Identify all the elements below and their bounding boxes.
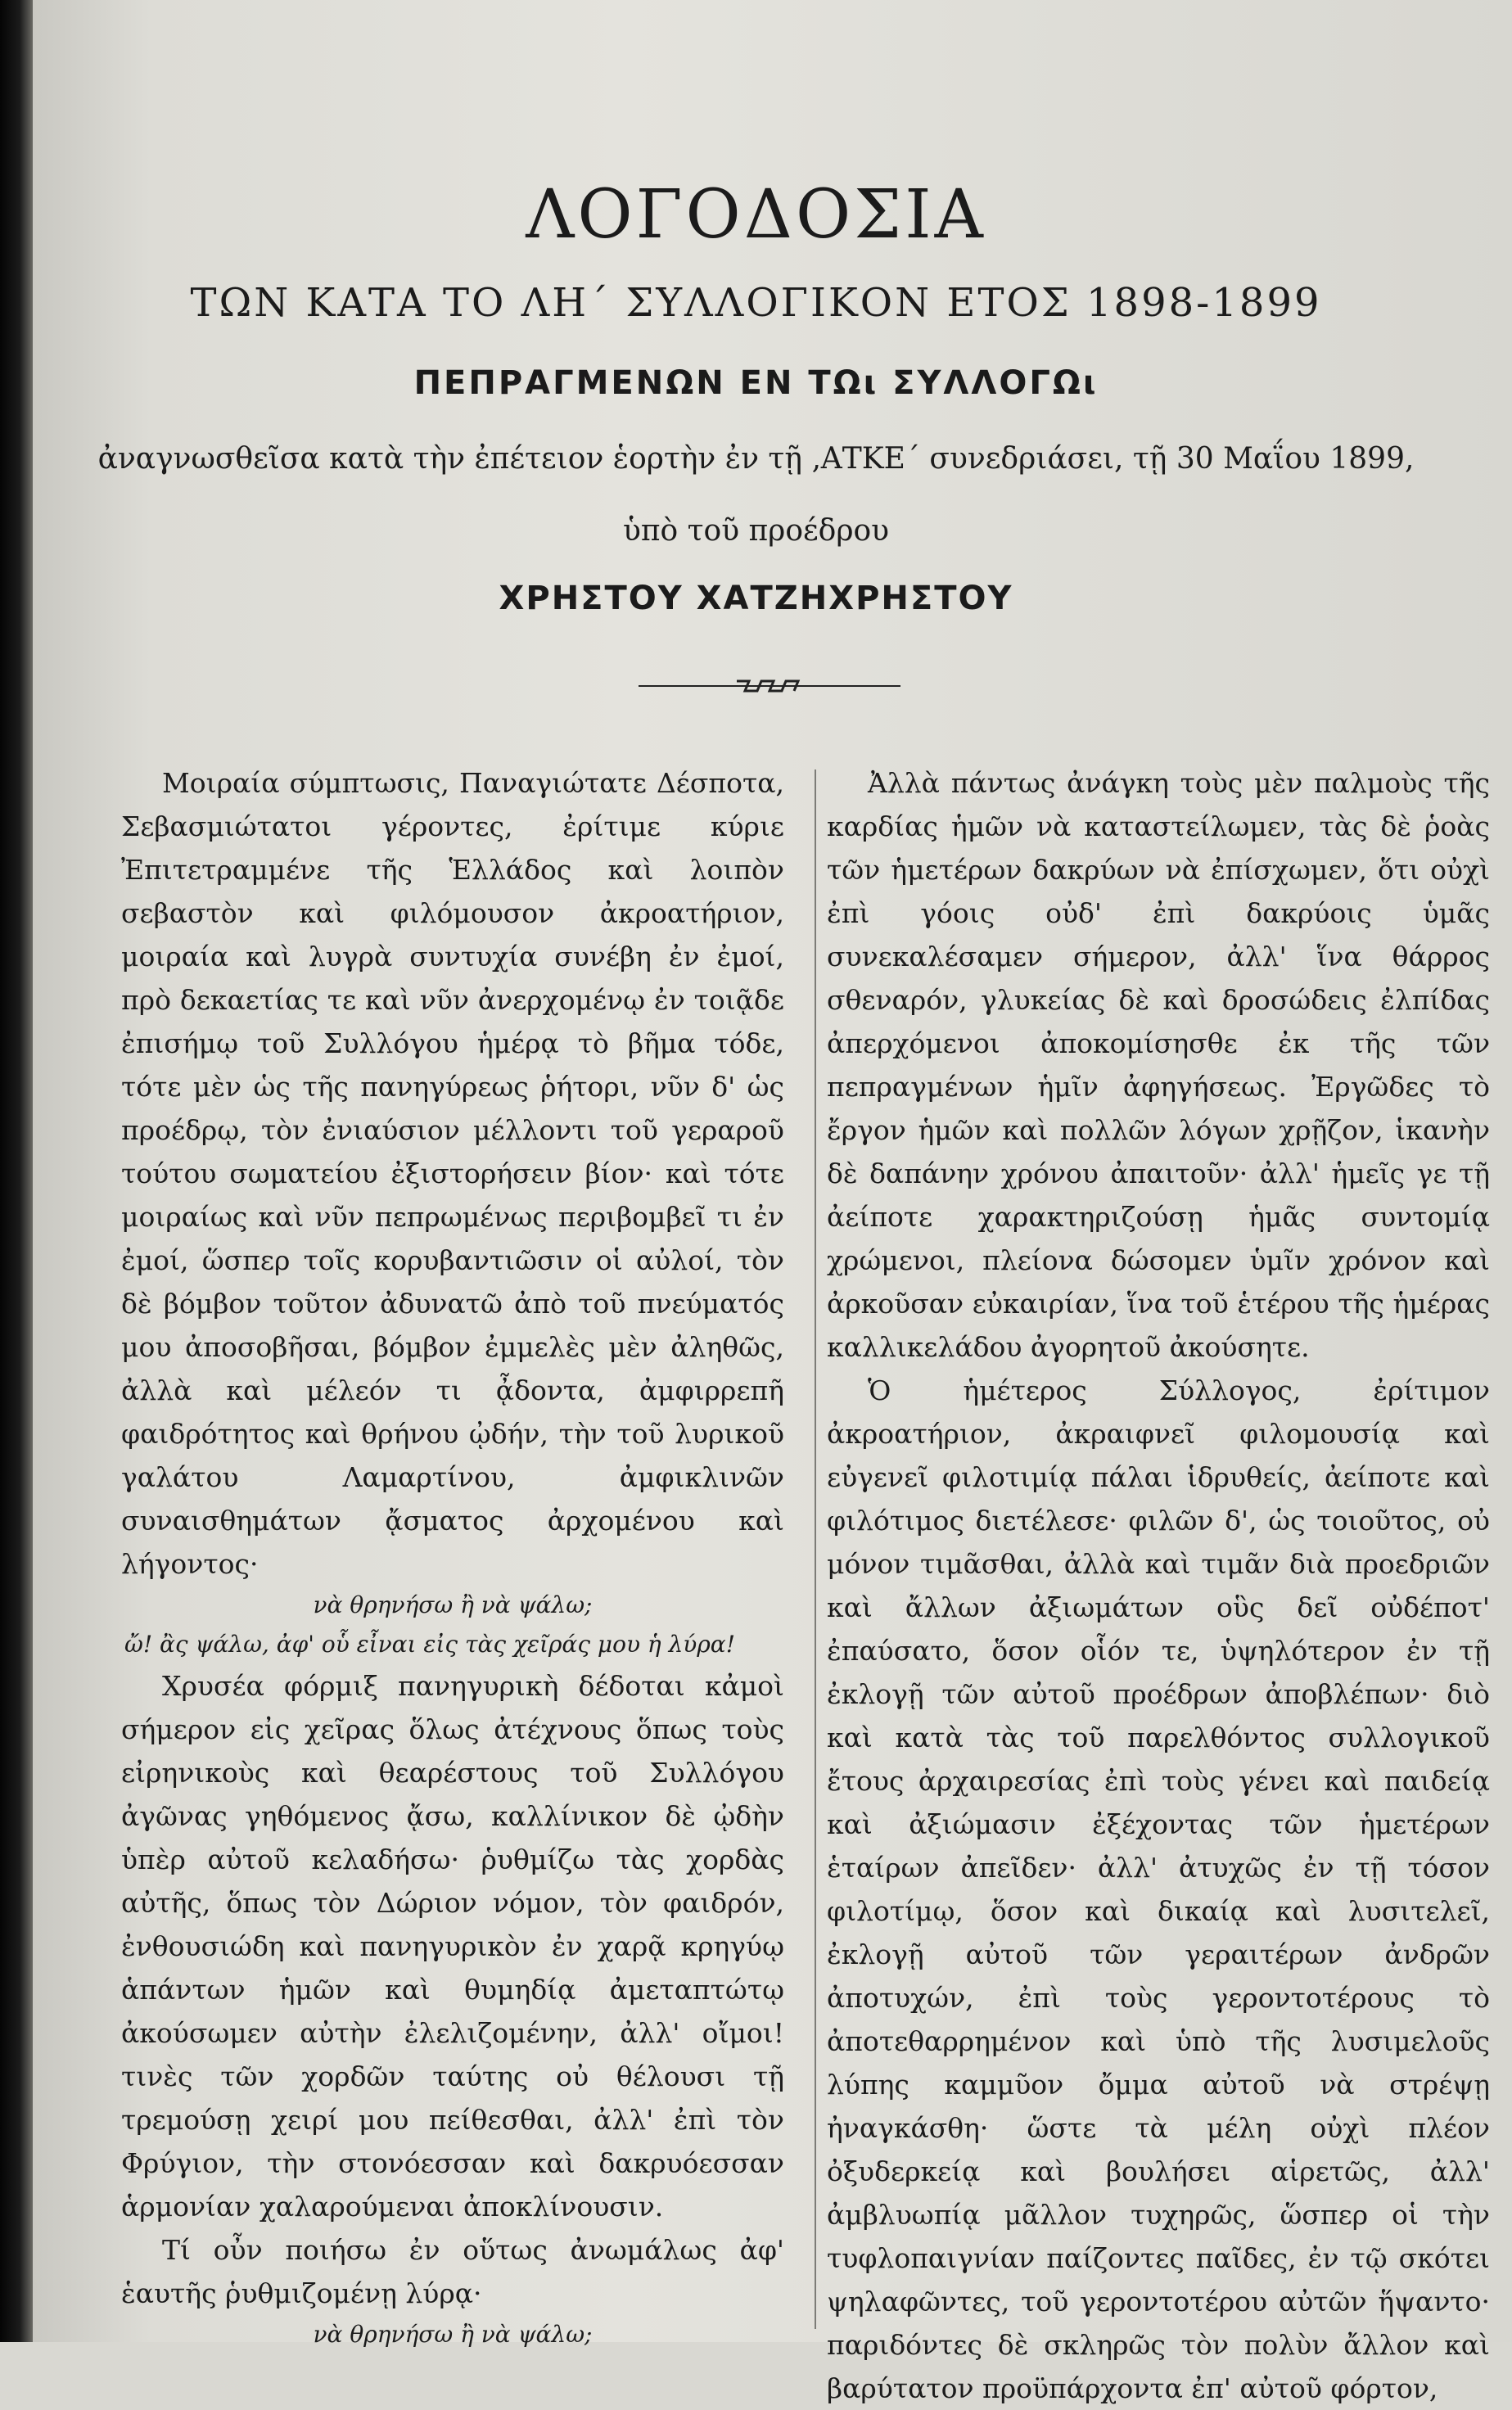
reading-occasion-line: ἀναγνωσθεῖσα κατὰ τὴν ἐπέτειον ἑορτὴν ἐν τῇ ‚ΑΤΚΕ΄ συνεδριάσει, τῇ 30 Μαΐου 1899, — [97, 442, 1415, 476]
paragraph: Ἀλλὰ πάντως ἀνάγκη τοὺς μὲν παλμοὺς τῆς καρδίας ἡμῶν νὰ καταστείλωμεν, τὰς δὲ ῥοὰς τῶν ἡμετέρων δακρύων νὰ ἐπίσχωμεν, ὅτι οὐχὶ ἐπὶ γόοις οὐδ' ἐπὶ δακρύοις ὑμᾶς συνεκαλέσαμεν σήμερον, ἀλλ' ἵνα θάρρος σθεναρόν, γλυκείας δὲ καὶ δροσώδεις ἐλπίδας ἀπερχόμενοι ἀποκομίσησθε ἐκ τῆς τῶν πεπραγμένων ἡμῖν ἀφηγήσεως. Ἐργῶδες τὸ ἔργον ἡμῶν καὶ πολλῶν λόγων χρῇζον, ἱκανὴν δὲ δαπάνην χρόνου ἀπαιτοῦν· ἀλλ' ἡμεῖς γε τῇ ἀείποτε χαρακτηριζούσῃ ἡμᾶς συντομίᾳ χρώμενοι, πλείονα δώσομεν ὑμῖν χρόνον καὶ ἀρκοῦσαν εὐκαιρίαν, ἵνα τοῦ ἑτέρου τῆς ἡμέρας καλλικελάδου ἀγορητοῦ ἀκούσητε. — [827, 767, 1490, 1363]
left-column — [121, 761, 784, 2354]
ornament-divider — [639, 673, 900, 697]
document-subtitle: ΤΩΝ ΚΑΤΑ ΤΟ ΛΗ΄ ΣΥΛΛΟΓΙΚΟΝ ΕΤΟΣ 1898-1899 — [190, 280, 1322, 326]
document-subtitle-secondary: ΠΕΠΡΑΓΜΕΝΩΝ ΕΝ ΤΩι ΣΥΛΛΟΓΩι — [413, 364, 1099, 402]
paragraph: Τί οὖν ποιήσω ἐν οὕτως ἀνωμάλως ἀφ' ἑαυτῆς ῥυθμιζομένῃ λύρᾳ· — [121, 2234, 784, 2309]
author-name: ΧΡΗΣΤΟΥ ΧΑΤΖΗΧΡΗΣΤΟΥ — [499, 580, 1013, 617]
by-line: ὑπὸ τοῦ προέδρου — [622, 514, 890, 548]
right-column — [827, 761, 1490, 2410]
document-title: ΛΟΓΟΔΟΣΙΑ — [526, 176, 986, 254]
paragraph: Χρυσέα φόρμιξ πανηγυρικὴ δέδοται κἀμοὶ σήμερον εἰς χεῖρας ὅλως ἀτέχνους ὅπως τοὺς εἰρηνικοὺς καὶ θεαρέστους τοῦ Συλλόγου ἀγῶνας γηθόμενος ᾄσω, καλλίνικον δὲ ᾠδὴν ὑπὲρ αὐτοῦ κελαδήσω· ῥυθμίζω τὰς χορδὰς αὐτῆς, ὅπως τὸν Δώριον νόμον, τὸν φαιδρόν, ἐνθουσιώδη καὶ πανηγυρικὸν ἐν χαρᾷ κρηγύῳ ἁπάντων ἡμῶν καὶ θυμηδίᾳ ἀμεταπτώτῳ ἀκούσωμεν αὐτὴν ἐλελιζομένην, ἀλλ' οἴμοι! τινὲς τῶν χορδῶν ταύτης οὐ θέλουσι τῇ τρεμούσῃ χειρί μου πείθεσθαι, ἀλλ' ἐπὶ τὸν Φρύγιον, τὴν στονόεσσαν καὶ δακρυόεσσαν ἁρμονίαν χαλαρούμεναι ἀποκλίνουσιν. — [121, 1670, 784, 2223]
paragraph: Ὁ ἡμέτερος Σύλλογος, ἐρίτιμον ἀκροατήριον, ἀκραιφνεῖ φιλομουσίᾳ καὶ εὐγενεῖ φιλοτιμίᾳ πάλαι ἱδρυθείς, ἀείποτε καὶ φιλότιμος διετέλεσε· φιλῶν δ', ὡς τοιοῦτος, οὐ μόνον τιμᾶσθαι, ἀλλὰ καὶ τιμᾶν διὰ προεδριῶν καὶ ἄλλων ἀξιωμάτων οὓς δεῖ οὐδέποτ' ἐπαύσατο, ὅσον οἷόν τε, ὑψηλότερον ἐν τῇ ἐκλογῇ τῶν αὐτοῦ προέδρων ἀποβλέπων· διὸ καὶ κατὰ τὰς τοῦ παρελθόντος συλλογικοῦ ἔτους ἀρχαιρεσίας ἐπὶ τοὺς γένει καὶ παιδείᾳ καὶ ἀξιώμασιν ἐξέχοντας τῶν ἡμετέρων ἑταίρων ἀπεῖδεν· ἀλλ' ἀτυχῶς ἐν τῇ τόσον φιλοτίμῳ, ὅσον καὶ δικαίᾳ καὶ λυσιτελεῖ, ἐκλογῇ αὐτοῦ τῶν γεραιτέρων ἀνδρῶν ἀποτυχών, ἐπὶ τοὺς γεροντοτέρους τὸ ἀποτεθαρρημένον καὶ ὑπὸ τῆς λυσιμελοῦς λύπης καμμῦον ὄμμα αὐτοῦ νὰ στρέψῃ ἠναγκάσθη· ὥστε τὰ μέλη οὐχὶ πλέον ὀξυδερκείᾳ καὶ βουλήσει αἱρετῶς, ἀλλ' ἀμβλυωπίᾳ μᾶλλον τυχηρῶς, ὥσπερ οἱ τὴν τυφλοπαιγνίαν παίζοντες παῖδες, ἐν τῷ σκότει ψηλαφῶντες, τοῦ γεροντοτέρου αὐτῶν ἥψαντο· παριδόντες δὲ σκληρῶς τὸν πολὺν ἄλλον καὶ βαρύτατον προϋπάρχοντα ἐπ' αὐτοῦ φόρτον, — [827, 1374, 1490, 2404]
column-rule — [815, 769, 816, 2329]
paragraph: Μοιραία σύμπτωσις, Παναγιώτατε Δέσποτα, Σεβασμιώτατοι γέροντες, ἐρίτιμε κύριε Ἐπιτετραμμένε τῆς Ἑλλάδος καὶ λοιπὸν σεβαστὸν καὶ φιλόμουσον ἀκροατήριον, μοιραία καὶ λυγρὰ συντυχία συνέβη ἐν ἐμοί, πρὸ δεκαετίας τε καὶ νῦν ἀνερχομένῳ ἐν τοιᾷδε ἐπισήμῳ τοῦ Συλλόγου ἡμέρᾳ τὸ βῆμα τόδε, τότε μὲν ὡς τῆς πανηγύρεως ῥήτορι, νῦν δ' ὡς προέδρῳ, τὸν ἐνιαύσιον μέλλοντι τοῦ γεραροῦ τούτου σωματείου ἐξιστορήσειν βίον· καὶ τότε μοιραίως καὶ νῦν πεπρωμένως περιβομβεῖ τι ἐν ἐμοί, ὥσπερ τοῖς κορυβαντιῶσιν οἱ αὐλοί, τὸν δὲ βόμβον τοῦτον ἀδυνατῶ ἀπὸ τοῦ πνεύματός μου ἀποσοβῆσαι, βόμβον ἐμμελὲς μὲν ἀληθῶς, ἀλλὰ καὶ μέλεόν τι ᾆδοντα, ἀμφιρρεπῆ φαιδρότητος καὶ θρήνου ᾠδήν, τὴν τοῦ λυρικοῦ γαλάτου Λαμαρτίνου, ἀμφικλινῶν συναισθημάτων ᾄσματος ἀρχομένου καὶ λήγοντος· — [121, 767, 784, 1580]
verse-line: νὰ θρηνήσω ἢ νὰ ψάλω; — [313, 1591, 593, 1618]
verse-line: νὰ θρηνήσω ἢ νὰ ψάλω; — [313, 2321, 593, 2348]
book-binding-edge — [0, 0, 33, 2342]
verse-line: ὤ! ἂς ψάλω, ἀφ' οὗ εἶναι εἰς τὰς χεῖράς μου ἡ λύρα! — [124, 1631, 735, 1658]
